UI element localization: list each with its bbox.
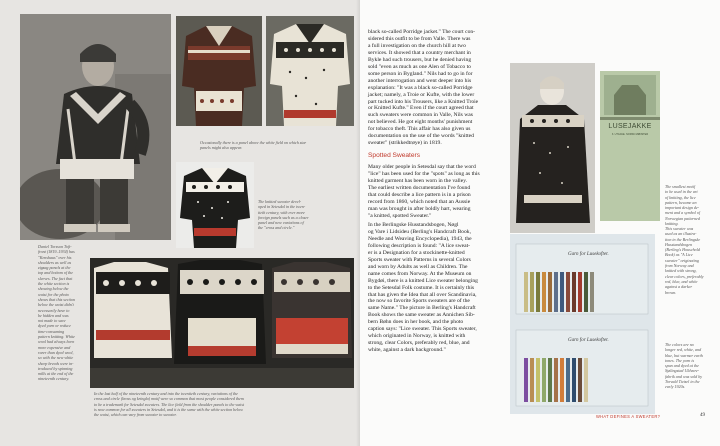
yarn-cards-photo xyxy=(510,234,655,414)
setesdal-sweater-photo xyxy=(176,162,254,248)
lusejakke-book-cover xyxy=(600,71,660,221)
book-cover-subtitle: 3. UTGAVE. NORSK MØNSTER xyxy=(611,133,649,136)
sami-man-caption: Daniel Torsson Toft- front (1819–1934) has "Kenshaus" over his shoulders as well as zigzag panels at the top and bottom of the sleeves. The fact that the white section is showing below the waist for the photo shows that this section below the waist didn't necessarily have to be hidden and was not made to save dyed yarn or reduce time-consuming pattern knitting. White wool had always been more expensive and rarer than dyed wool, so with the new white sheep breeds were in- troduced by spinning mills at the end of the nineteenth century. xyxy=(38,244,75,382)
motif-note-caption: The smallest motif to be used in the art of knitting, the lice pattern, became an important design de- ment and a symbol of Norwegian patterned knitting. xyxy=(665,184,701,227)
page-number: 49 xyxy=(700,413,705,418)
sami-man-photo xyxy=(20,14,171,240)
top-sweater-caption: Occasionally there is a panel above the white field on which star panels might also appear. xyxy=(200,140,307,151)
bottom-photo-caption: In the last half of the nineteenth century and into the twentieth century, variations of the cross and circle (kross og kringla) motif were so common that most people considered them to be a trademark for Setesdal sweaters. The lice field from the shoulder panels to the waist is now common for all sweaters in Setesdal, and it is the same with the white section below the waist, which can vary from sweater to sweater. xyxy=(94,391,245,418)
three-sweaters-photo xyxy=(90,258,354,388)
yarn-card-label-top: Garn for Lusekofter. xyxy=(568,252,609,257)
body-paragraph-3: In the Berlingske Husstandsbogen, Nøgl og Vare i Lidsideu (Berling's Handcraft Book, Needle and Weaving Encyclopedia), 1943, the following description is found: "A lice sweat- er is a Designation for a stockinette-knitted Sports sweater with Patterns in several Colors and worn by Adults as well as Children. The name comes from Norway. At the Museum on Bygdøi, there is a knitted Lice sweater belonging to the Setesdal Folk costume. It is certainly this that has given the Idea that all over Scandinavia, the now so favorite Sports sweaters are of the same Name." The picture in Berling's Handcraft Book shows the same sweater as Annichen Sib- bern Bøhn does in her book, and the photo caption says: "Lice sweater. This Sports sweater, which originated in Norway, is knitted with strong, clear Colors, preferably red, blue, and white, against a dark background." xyxy=(368,222,478,354)
running-head: WHAT DEFINES A SWEATER? xyxy=(596,414,661,419)
yarn-cards-caption: The colors are no longer red, white, and blue, but warmer earth tones. The yarn is spun and dyed at the Sjølingstad Uldvare- fabrik and was sold by Torvald Tietzel in the early 1920s. xyxy=(665,342,703,390)
setesdal-sweater-caption: The knitted sweater devel- oped in Setesdal in the twen- tieth century, with ever more foreign panels such as a closer panel and new variations of the "cross and circle." xyxy=(258,199,309,231)
right-page xyxy=(360,0,720,446)
woman-sweater-photo xyxy=(510,63,595,233)
book-cover-title: LUSEJAKKE xyxy=(608,123,652,130)
cream-sweater-photo xyxy=(266,16,354,126)
sweater-ad-caption: This sweater was used as an illustra- tion in the Berlingske Husstandsbogen (Berling's Household Book) as "A Lice sweater" originating from Norway and knitted with strong, clear colors, preferably red, blue, and white against a darker brown. xyxy=(665,226,704,295)
section-heading: Spotted Sweaters xyxy=(368,152,421,159)
yarn-card-label-bottom: Garn for Lusekofter. xyxy=(568,338,609,343)
body-paragraph-1: black so-called Porridge jacket." The court con- sidered this outfit to be from Valle. There was a full investigation on the church hill at two services. It showed that a country merchant in Bykle had such trousers, but he denied having sold "even as much as one Alen of Tobacco to some person in Bygland." Nils had to go in for another interrogation and went deeper into his explanation: "It was a black so-called Porridge jacket; namely, a Troie or Kufte, with the lower part tucked into his Trousers, like a Knitted Troie or Knitted Kufte." Even if the court agreed that such sweaters were common in Valle, Nils was not believed. He got eight months' punishment for tobacco theft. This affair has also given us documentation on the use of the words "knitted sweater" (strikkedtrøye) in 1819. xyxy=(368,29,479,147)
red-sweater-photo xyxy=(176,16,262,126)
body-paragraph-2: Many older people in Setesdal say that the word "lice" has been used for the "spots" as long as this knitted garment has been worn in the valley. The earliest written documentation I've found that could describe a lice pattern is in a prison record from 1860, which noted that an Aussie man was brought in after boldly hart, wearing "a knitted, spotted Sweater." xyxy=(368,164,480,219)
